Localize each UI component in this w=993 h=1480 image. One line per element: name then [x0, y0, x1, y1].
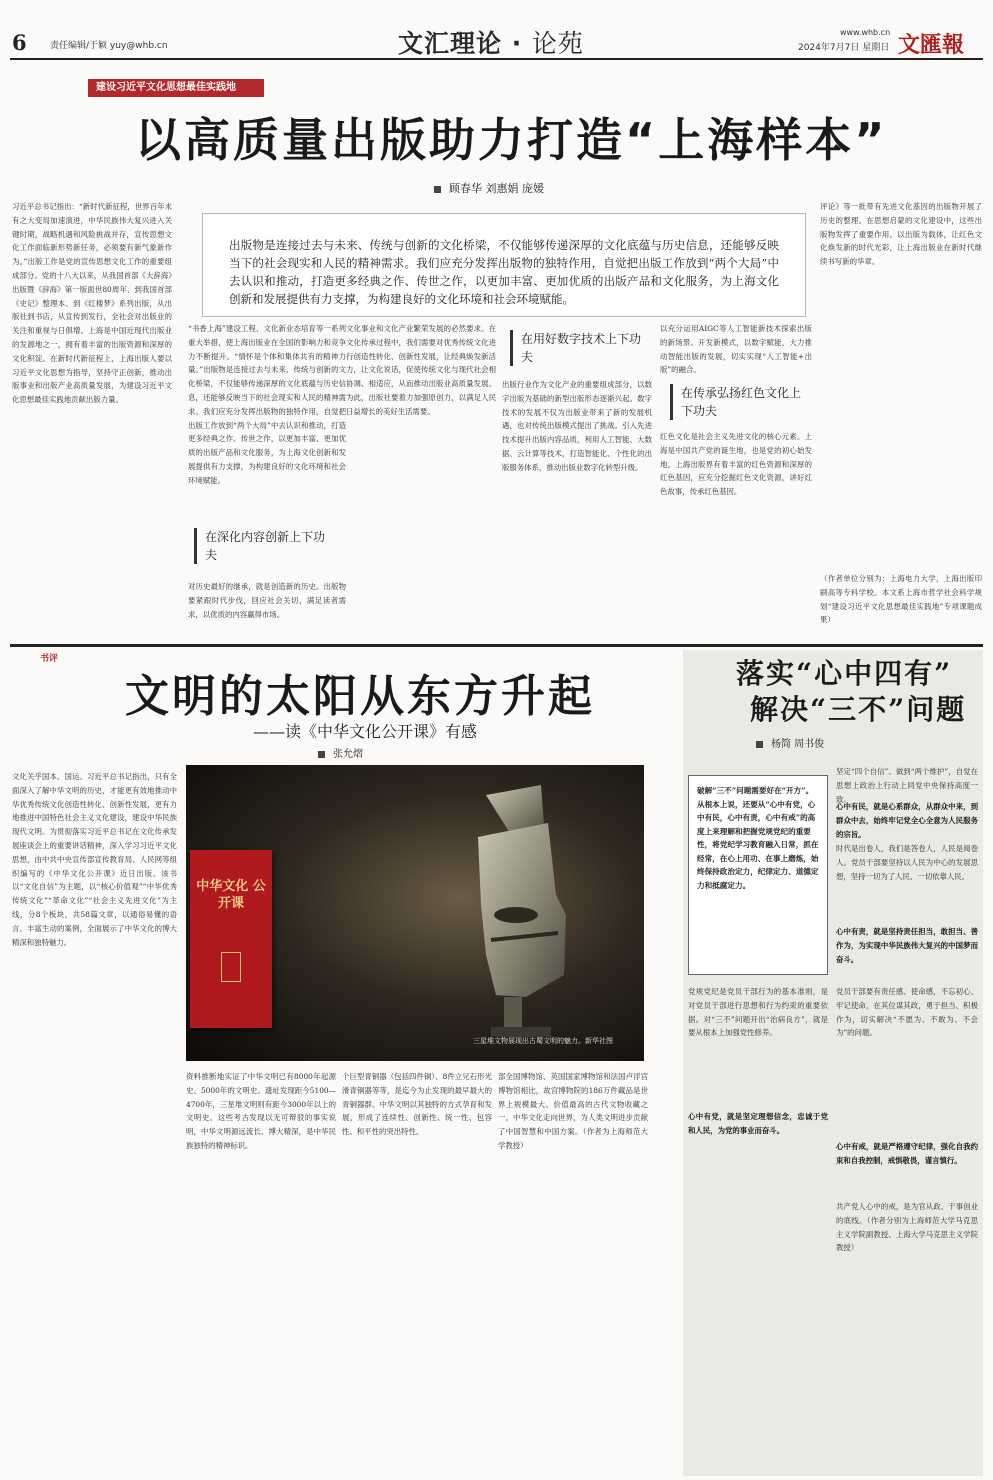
article-column-5b: 红色文化是社会主义先进文化的核心元素。上海是中国共产党的诞生地，也是党的初心始发地。上海出版界有着丰富的红色资源和深厚的红色基因，应充分挖掘红色文化资源，讲好红色故事，传承红色基因。	[660, 432, 812, 497]
square-bullet-icon	[756, 741, 763, 748]
review-byline: 张允熠	[318, 745, 363, 760]
book-review-tag: 书评	[40, 654, 59, 664]
square-bullet-icon	[318, 751, 325, 758]
right-column-main: 党规党纪是党员干部行为的基本准则，是对党员干部进行思想和行为约束的重要依据。对“三不”问题开出“治病良方”，就是要从根本上加强党性修养。	[688, 987, 828, 1038]
review-subtitle: ——读《中华文化公开课》有感	[253, 722, 478, 741]
issue-date: 2024年7月7日 星期日	[798, 43, 890, 53]
article-headline: 以高质量出版助力打造“上海样本”	[135, 113, 888, 167]
right-column-low: 党员干部要有责任感、使命感，不忘初心、牢记使命，在其位谋其政，勇于担当、积极作为，切实解决“不愿为、不敢为、不会为”的问题。	[836, 987, 978, 1038]
column-tag: 建设习近平文化思想最佳实践地	[88, 79, 264, 97]
website-url: www.whb.cn	[840, 28, 891, 37]
review-column-2: 资料推断地实证了中华文明已有8000年起源史、5000年的文明史。遗址发现距今5100—4700年，三星堆文明则有距今3000年以上的文明史。这些考古发现以无可辩驳的事实说明，中华文明源远流长、博大精深，是中华民族独特的精神标识。	[186, 1072, 336, 1150]
author-note: （作者单位分别为：上海电力大学，上海出版印刷高等专科学校。本文系上海市哲学社会科学规划“建设习近平文化思想最佳实践地”专项课题成果）	[820, 574, 982, 625]
editor-credit: 责任编辑/于颖 yuy@whb.cn	[50, 41, 168, 51]
article-column-2b: 对历史最好的继承，就是创造新的历史。出版物要紧跟时代步伐，回应社会关切，满足读者需求，以优质的内容赢得市场。	[188, 582, 346, 619]
article-column-6: 评论》等一批带有先进文化基因的出版物开展了历史的整理。在思想启蒙的文化建设中，这些出版物发挥了重要作用。以出版为载体，让红色文化焕发新的时代光彩，让上海出版业在新时代继续书写新的华章。	[820, 202, 982, 267]
book-cover	[190, 850, 272, 1028]
article-column-1: 习近平总书记指出：“新时代新征程，世界百年未有之大变局加速演进，中华民族伟大复兴进入关键时期，战略机遇和风险挑战并存，宣传思想文化工作面临新形势新任务，必须要有新气象新作为。”出版工作是党的宣传思想文化工作的重要组成部分。党的十八大以来，从我国首部《大辞海》出版暨《辞海》第一版面世80周年、到我国首部《史记》整理本、到《红楼梦》系列出版，从出版社到书店，从宣传到发行，全社会对出版业的关注和重视与日俱增。上海是中国近现代出版业的发源地之一，拥有着丰富的出版资源和深厚的文化积淀。在新时代新征程上，上海出版人要以习近平文化思想为指导，坚持守正创新，推动出版事业和出版产业高质量发展，为建设习近平文化思想最佳实践地贡献出版力量。	[12, 202, 172, 405]
review-headline: 文明的太阳从东方升起	[125, 671, 595, 722]
header-rule	[10, 58, 983, 60]
right-column-end: 共产党人心中的戒，是为官从政、干事创业的底线。（作者分别为上海师范大学马克思主义学院副教授、上海大学马克思主义学院教授）	[836, 1202, 978, 1253]
right-byline: 杨简 周书俊	[756, 735, 824, 750]
right-bold-3: 心中有戒，就是严格遵守纪律，强化自我约束和自我控制，戒惧敬畏，谨言慎行。	[836, 1142, 978, 1165]
right-column-mid: 时代是出卷人，我们是答卷人，人民是阅卷人。党员干部要坚持以人民为中心的发展思想，坚持一切为了人民、一切依靠人民。	[836, 844, 978, 881]
right-bold-2: 心中有责，就是坚持责任担当，敢担当、善作为，为实现中华民族伟大复兴的中国梦而奋斗。	[836, 927, 978, 964]
book-seal-icon	[221, 952, 241, 982]
article-column-2: “书香上海”建设工程、文化新业态培育等一系列重大举措，使上海出版业在全国的影响力和竞争力不断提升。“情怀是个体和集体共有的精神力量。”出版物是连接过去与未来、传统与创新的文化桥梁，不仅能够传递深厚的文化底蕴与历史信息，还能够反映当下的社会现实和人民的精神需求。我们应充分发挥出版物的独特作用，自觉把出版工作放到“两个大局”中去认识和推动，打造更多经典之作、传世之作，以更加丰富、更加优质的出版产品和文化服务，为上海文化创新和发展提供有力支撑，为构建良好的文化环境和社会环境赋能。	[188, 324, 346, 485]
right-bold-4: 心中有党，就是坚定理想信念，忠诚于党和人民，为党的事业而奋斗。	[688, 1112, 828, 1135]
subhead-red-culture: 在传承弘扬红色文化上下功夫	[670, 384, 806, 420]
page-number: 6	[12, 30, 27, 55]
pull-quote: 破解“三不”问题需要好在“开方”。从根本上说，还要从“心中有党，心中有民，心中有责，心中有戒”的高度上来理解和把握党规党纪的重要性，将党纪学习教育融入日常，抓在经常，在心上用功、在事上磨炼，始终保持政治定力，纪律定力、道德定力和抵腐定力。	[688, 775, 828, 975]
review-column-1: 文化关乎国本、国运。习近平总书记指出，只有全面深入了解中华文明的历史，才能更有效地推动中华优秀传统文化创造性转化、创新性发展，更有力地推进中国特色社会主义文化建设，建设中华民族现代文明。为贯彻落实习近平总书记在文化传承发展座谈会上的重要讲话精神，深入学习习近平文化思想，由中共中央宣传部宣传教育局、人民网等组织编写的《中华文化公开课》近日出版。该书以“文化自信”为主题，以“核心价值观”“中华优秀传统文化”“革命文化”“社会主义先进文化”为主线，分8个板块，共58篇文章，以通俗易懂的语言、丰富生动的案例，全面展示了中华文化的博大精深和独特魅力。	[12, 772, 177, 947]
section-divider	[10, 644, 983, 647]
newspaper-logo: 文匯報	[898, 32, 965, 58]
section-title: 文汇理论 · 论苑	[398, 29, 584, 58]
review-column-3: 个巨型青铜器（包括四件铜）、8件立兄石形光滑青铜器等等，是迄今为止发现的最早最大的青铜器群。中华文明以其独特的方式孕育和发展，形成了连续性、创新性、统一性、包容性、和平性的突出特性。	[342, 1072, 492, 1137]
article-lead: 出版物是连接过去与未来、传统与创新的文化桥梁，不仅能够传递深厚的文化底蕴与历史信息，还能够反映当下的社会现实和人民的精神需求。我们应充分发挥出版物的独特作用，自觉把出版工作放到“两个大局”中去认识和推动，打造更多经典之作、传世之作，以更加丰富、更加优质的出版产品和文化服务，为上海文化创新和发展提供有力支撑，为构建良好的文化环境和社会环境赋能。	[202, 213, 806, 317]
photo-caption: 三星堆文物展现出古蜀文明的魅力。新华社图	[473, 1037, 613, 1045]
right-headline: 落实“心中四有” 解决“三不”问题	[736, 657, 967, 726]
book-cover-title: 中华文化 公开课	[196, 879, 266, 911]
article-column-4: 出版行业作为文化产业的重要组成部分，以数字出版为基础的新型出版形态逐渐兴起。数字技术的发展不仅为出版业带来了新的发展机遇，也对传统出版模式提出了挑战。引入先进技术提升出版内容品质，利用人工智能、大数据、云计算等技术，打造智能化、个性化的出版服务体系，推动出版业数字化转型升级。	[502, 380, 652, 472]
article-column-5: 以充分运用AIGC等人工智能新技术探索出版的新场景、开发新模式，以数字赋能，大力推动智能出版的发展，切实实现“人工智能+出版”的融合。	[660, 324, 812, 375]
article-byline: 顾春华 刘惠娟 庞媛	[434, 180, 544, 196]
review-column-4: 部全国博物馆、英国国家博物馆和法国卢浮宫博物馆相比，故宫博物院的186万件藏品是世界上规模最大、价值最高的古代文物收藏之一。中华文化走向世界，为人类文明进步贡献了中国智慧和中国方案。（作者为上海师范大学教授）	[498, 1072, 648, 1150]
right-column-top: 坚定“四个自信”、做到“两个维护”，自觉在思想上政治上行动上同党中央保持高度一致。	[836, 767, 978, 804]
article-column-3: 文化事业和文化产业繁荣发展的必然要求。在文化传承过程中，我们需要对优秀传统文化进行创造性转化、创新性发展，让经典焕发新活力，让文化说话，促使传统文化与现代社会相协调、相适应，从而推动出版业高质量发展。为此，出版社要着力加强原创力，以满足人民日益增长的美好生活需要。	[346, 324, 496, 416]
subhead-content-innovation: 在深化内容创新上下功夫	[194, 528, 334, 564]
square-bullet-icon	[434, 186, 441, 193]
right-bold-1: 心中有民，就是心系群众，从群众中来，到群众中去，始终牢记党全心全意为人民服务的宗旨。	[836, 802, 978, 839]
subhead-digital-tech: 在用好数字技术上下功夫	[510, 330, 650, 366]
